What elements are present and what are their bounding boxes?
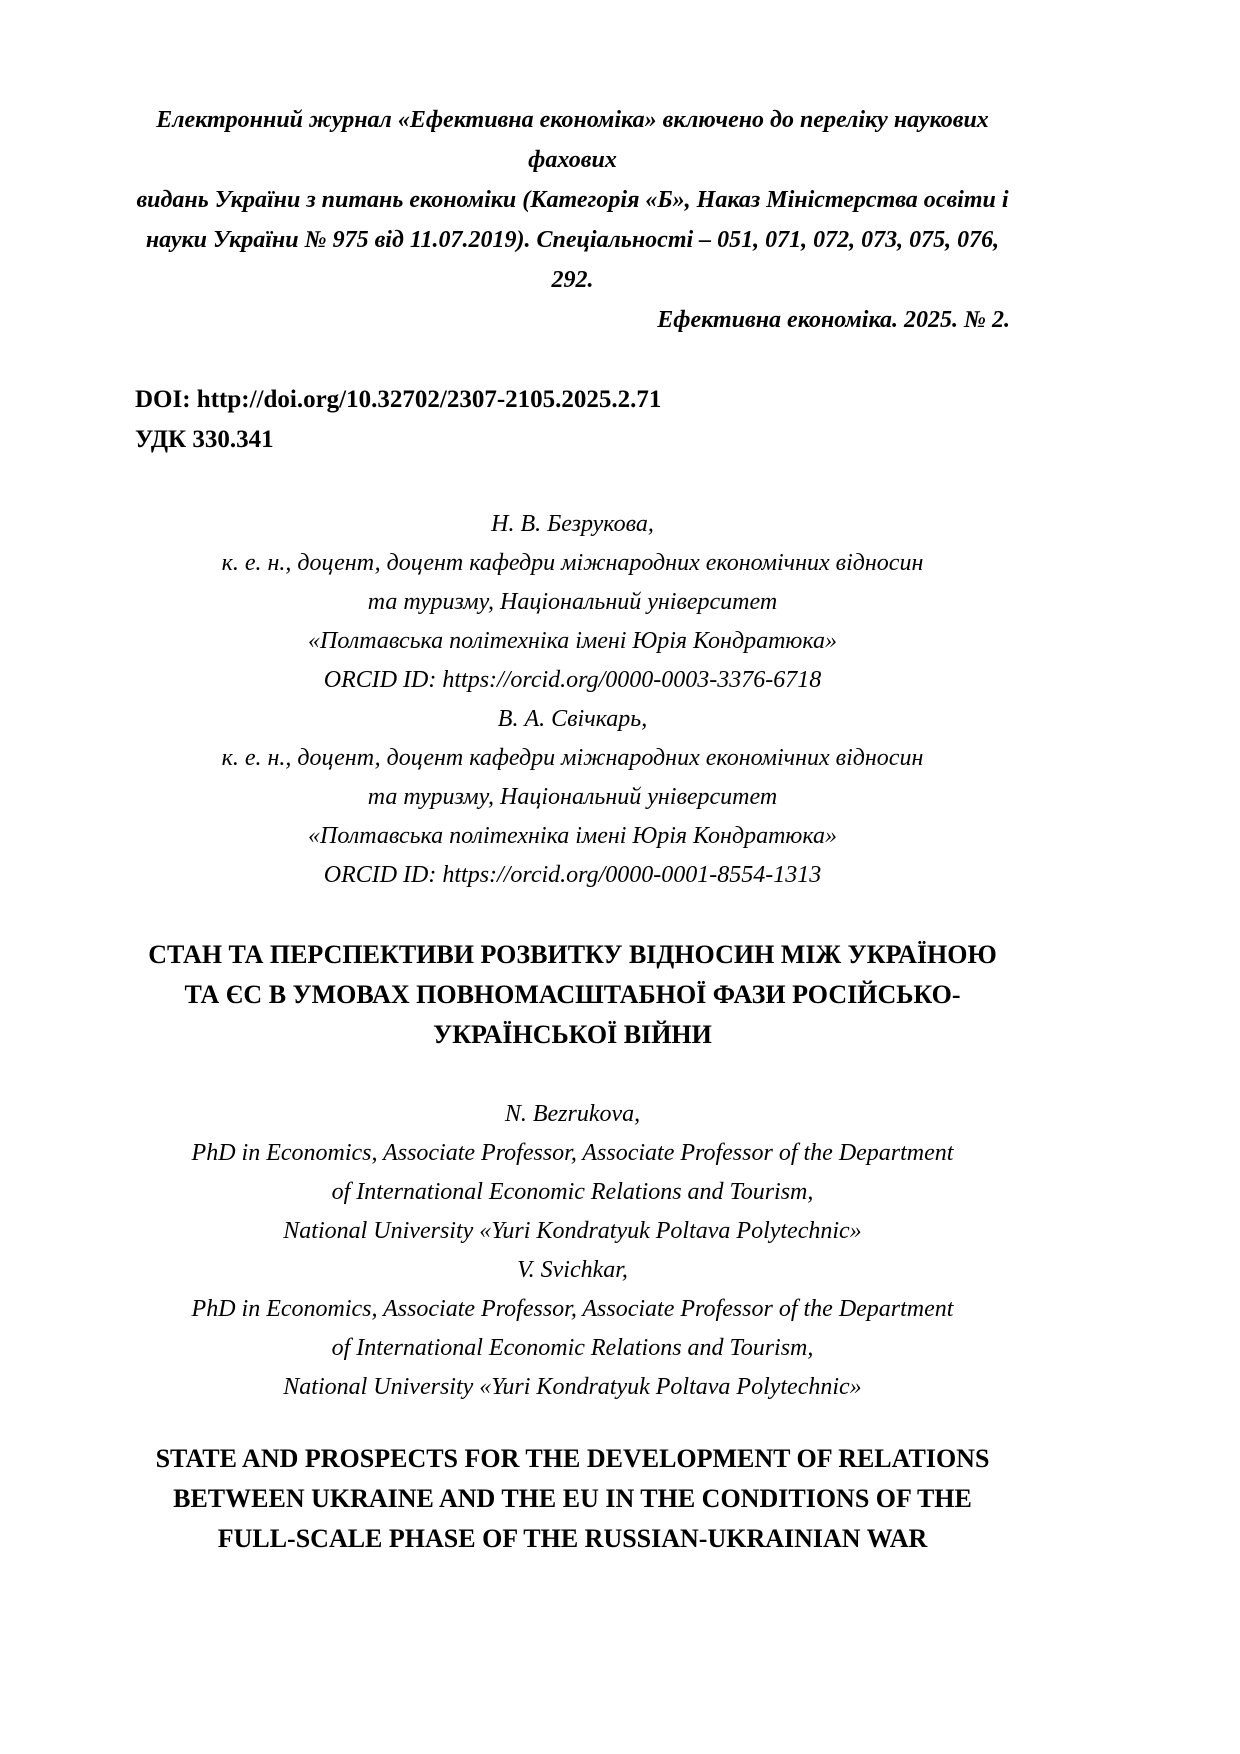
orcid-line: ORCID ID: https://orcid.org/0000-0001-8554-1313 bbox=[323, 862, 822, 888]
masthead-line: Електронний журнал «Ефективна економіка» включено до переліку наукових фахових bbox=[156, 107, 989, 173]
author-affiliation-uk: «Полтавська політехніка імені Юрія Кондратюка» bbox=[308, 823, 837, 849]
authors-en-block bbox=[135, 1095, 1010, 1407]
author-name-uk: Н. В. Безрукова, bbox=[491, 511, 654, 537]
udc-line: УДК 330.341 bbox=[135, 426, 274, 453]
masthead-line: видань України з питань економіки (Категорія «Б», Наказ Міністерства освіти і bbox=[136, 187, 1009, 213]
author-affiliation-uk: та туризму, Національний університет bbox=[367, 589, 778, 615]
author-affiliation-en: National University «Yuri Kondratyuk Poltava Polytechnic» bbox=[283, 1374, 862, 1400]
masthead-line: науки України № 975 від 11.07.2019). Спеціальності – 051, 071, 072, 073, 075, 076, 292. bbox=[145, 227, 1000, 293]
author-affiliation-en: of International Economic Relations and Tourism, bbox=[331, 1335, 814, 1361]
title-en-line: BETWEEN UKRAINE AND THE EU IN THE CONDITIONS OF THE bbox=[173, 1484, 972, 1513]
title-en-line: STATE AND PROSPECTS FOR THE DEVELOPMENT OF RELATIONS bbox=[155, 1444, 990, 1473]
title-uk-line: УКРАЇНСЬКОЇ ВІЙНИ bbox=[433, 1020, 712, 1049]
author-affiliation-uk: та туризму, Національний університет bbox=[367, 784, 778, 810]
author-affiliation-uk: «Полтавська політехніка імені Юрія Кондратюка» bbox=[308, 628, 837, 654]
author-affiliation-en: PhD in Economics, Associate Professor, Associate Professor of the Department bbox=[191, 1296, 954, 1322]
authors-uk-block bbox=[135, 505, 1010, 895]
journal-masthead bbox=[135, 100, 1010, 340]
author-affiliation-en: PhD in Economics, Associate Professor, Associate Professor of the Department bbox=[191, 1140, 954, 1166]
orcid-line: ORCID ID: https://orcid.org/0000-0003-3376-6718 bbox=[323, 667, 822, 693]
title-uk-line: СТАН ТА ПЕРСПЕКТИВИ РОЗВИТКУ ВІДНОСИН МІЖ УКРАЇНОЮ bbox=[148, 940, 997, 969]
author-affiliation-en: National University «Yuri Kondratyuk Poltava Polytechnic» bbox=[283, 1218, 862, 1244]
author-name-en: N. Bezrukova, bbox=[504, 1101, 641, 1127]
author-name-uk: В. А. Свічкарь, bbox=[497, 706, 648, 732]
author-affiliation-uk: к. е. н., доцент, доцент кафедри міжнародних економічних відносин bbox=[221, 745, 924, 771]
doi-line: DOI: http://doi.org/10.32702/2307-2105.2025.2.71 bbox=[135, 386, 662, 413]
journal-issue-line: Ефективна економіка. 2025. № 2. bbox=[657, 307, 1010, 333]
title-en-line: FULL-SCALE PHASE OF THE RUSSIAN-UKRAINIAN WAR bbox=[217, 1524, 928, 1553]
title-uk-line: ТА ЄС В УМОВАХ ПОВНОМАСШТАБНОЇ ФАЗИ РОСІЙСЬКО- bbox=[184, 980, 961, 1009]
author-affiliation-en: of International Economic Relations and Tourism, bbox=[331, 1179, 814, 1205]
article-title-en bbox=[135, 1439, 1010, 1559]
article-title-uk bbox=[135, 935, 1010, 1055]
identifiers-block bbox=[135, 380, 1010, 460]
author-affiliation-uk: к. е. н., доцент, доцент кафедри міжнародних економічних відносин bbox=[221, 550, 924, 576]
author-name-en: V. Svichkar, bbox=[517, 1257, 628, 1283]
